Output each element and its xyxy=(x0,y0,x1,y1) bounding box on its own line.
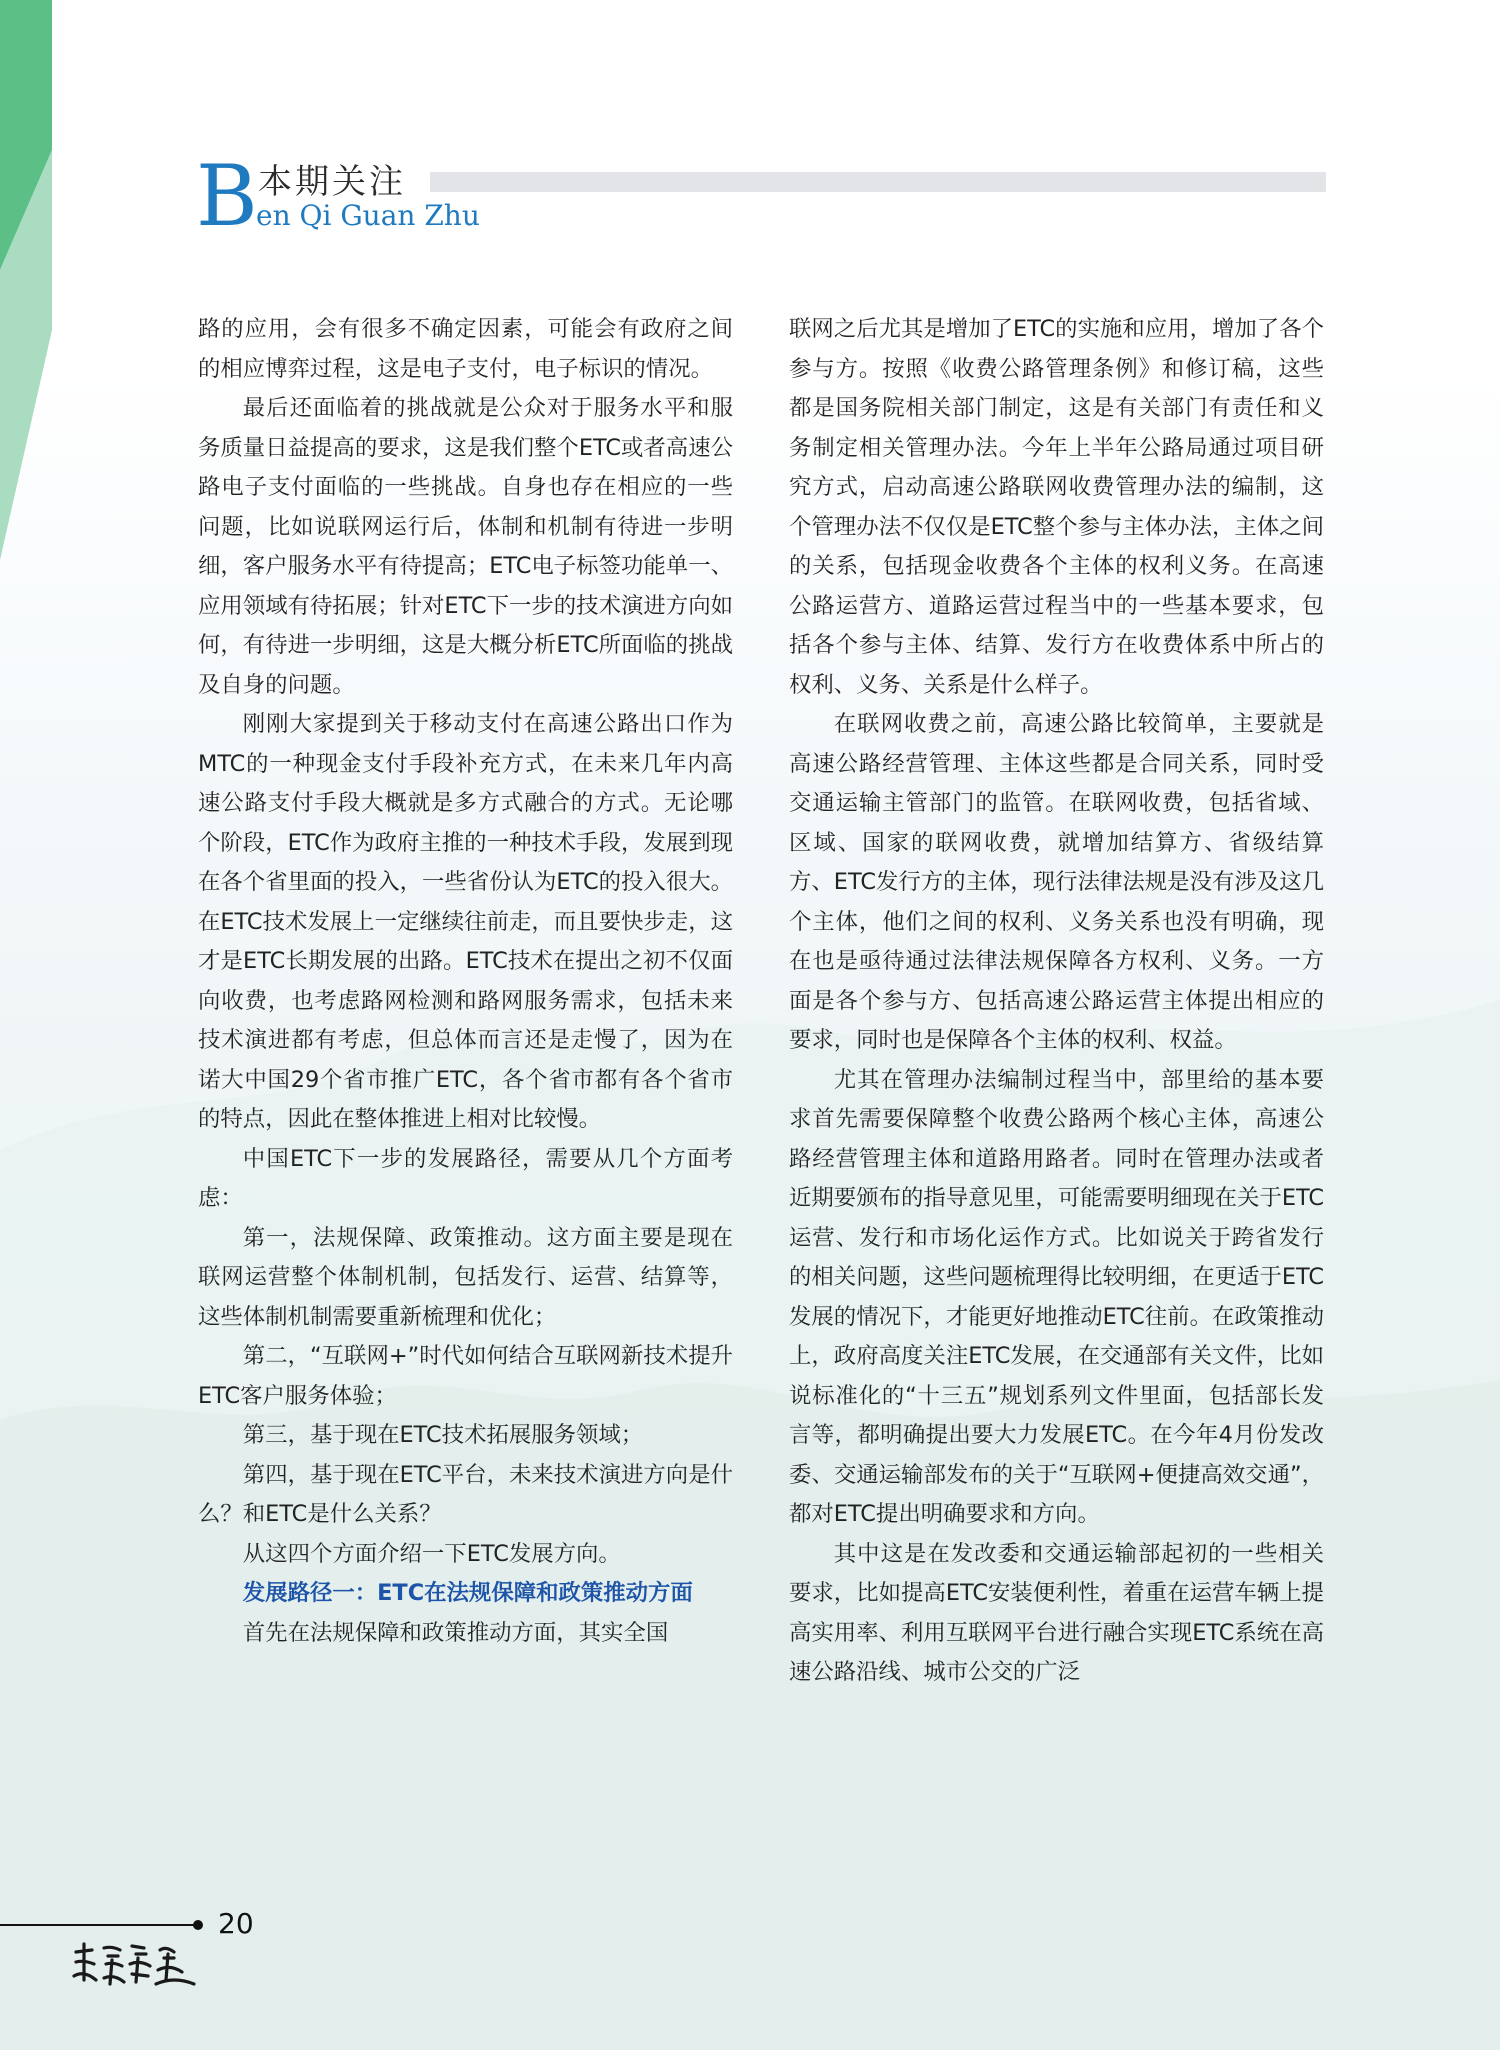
right-text-column xyxy=(789,310,1324,1693)
paragraph: 第二，“互联网+”时代如何结合互联网新技术提升ETC客户服务体验； xyxy=(198,1343,733,1409)
paragraph: 第三，基于现在ETC技术拓展服务领域； xyxy=(242,1422,644,1448)
paragraph: 在联网收费之前，高速公路比较简单，主要就是高速公路经营管理、主体这些都是合同关系，同时受交通运输主管部门的监管。在联网收费，包括省域、区域、国家的联网收费，就增加结算方、省级结算方、ETC发行方的主体，现行法律法规是没有涉及这几个主体，他们之间的权利、义务关系也没有明确，现在也是亟待通过法律法规保障各方权利、义务。一方面是各个参与方、包括高速公路运营主体提出相应的要求，同时也是保障各个主体的权利、权益。 xyxy=(789,711,1324,1053)
paragraph: 第四，基于现在ETC平台，未来技术演进方向是什么？和ETC是什么关系？ xyxy=(198,1461,733,1527)
header-initial-letter: B xyxy=(196,147,258,245)
paragraph: 联网之后尤其是增加了ETC的实施和应用，增加了各个参与方。按照《收费公路管理条例》和修订稿，这些都是国务院相关部门制定，这是有关部门有责任和义务制定相关管理办法。今年上半年公路局通过项目研究方式，启动高速公路联网收费管理办法的编制，这个管理办法不仅仅是ETC整个参与主体办法，主体之间的关系，包括现金收费各个主体的权利义务。在高速公路运营方、道路运营过程当中的一些基本要求，包括各个参与主体、结算、发行方在收费体系中所占的权利、义务、关系是什么样子。 xyxy=(789,316,1324,698)
decorative-green-band xyxy=(0,0,60,560)
header-title: 本期关注 xyxy=(258,162,406,202)
section-header xyxy=(196,147,1326,245)
paragraph: 其中这是在发改委和交通运输部起初的一些相关要求，比如提高ETC安装便利性，着重在运营车辆上提高实用率、利用互联网平台进行融合实现ETC系统在高速公路沿线、城市公交的广泛 xyxy=(789,1540,1324,1685)
paragraph: 第一，法规保障、政策推动。这方面主要是现在联网运营整个体制机制，包括发行、运营、结算等，这些体制机制需要重新梳理和优化； xyxy=(198,1224,733,1330)
paragraph: 刚刚大家提到关于移动支付在高速公路出口作为MTC的一种现金支付手段补充方式，在未来几年内高速公路支付手段大概就是多方式融合的方式。无论哪个阶段，ETC作为政府主推的一种技术手段，发展到现在各个省里面的投入，一些省份认为ETC的投入很大。在ETC技术发展上一定继续往前走，而且要快步走，这才是ETC长期发展的出路。ETC技术在提出之初不仅面向收费，也考虑路网检测和路网服务需求，包括未来技术演进都有考虑，但总体而言还是走慢了，因为在诺大中国29个省市推广ETC，各个省市都有各个省市的特点，因此在整体推进上相对比较慢。 xyxy=(198,711,733,1132)
paragraph: 从这四个方面介绍一下ETC发展方向。 xyxy=(242,1540,621,1567)
paragraph: 最后还面临着的挑战就是公众对于服务水平和服务质量日益提高的要求，这是我们整个ETC或者高速公路电子支付面临的一些挑战。自身也存在相应的一些问题，比如说联网运行后，体制和机制有待进一步明细，客户服务水平有待提高；ETC电子标签功能单一、应用领域有待拓展；针对ETC下一步的技术演进方向如何，有待进一步明细，这是大概分析ETC所面临的挑战及自身的问题。 xyxy=(198,395,733,698)
paragraph: 中国ETC下一步的发展路径，需要从几个方面考虑： xyxy=(198,1145,733,1211)
calligraphy-logo-icon xyxy=(70,1940,200,1990)
page-number: 20 xyxy=(218,1907,254,1940)
section-subheading: 发展路径一：ETC在法规保障和政策推动方面 xyxy=(242,1580,693,1606)
paragraph: 尤其在管理办法编制过程当中，部里给的基本要求首先需要保障整个收费公路两个核心主体，高速公路经营管理主体和道路用路者。同时在管理办法或者近期要颁布的指导意见里，可能需要明细现在关于ETC运营、发行和市场化运作方式。比如说关于跨省发行的相关问题，这些问题梳理得比较明细，在更适于ETC发展的情况下，才能更好地推动ETC往前。在政策推动上，政府高度关注ETC发展，在交通部有关文件，比如说标准化的“十三五”规划系列文件里面，包括部长发言等，都明确提出要大力发展ETC。在今年4月份发改委、交通运输部发布的关于“互联网+便捷高效交通”，都对ETC提出明确要求和方向。 xyxy=(789,1066,1324,1527)
header-divider-bar xyxy=(430,172,1326,192)
paragraph: 路的应用，会有很多不确定因素，可能会有政府之间的相应博弈过程，这是电子支付，电子标识的情况。 xyxy=(198,316,733,382)
left-text-column xyxy=(198,310,733,1653)
header-pinyin: en Qi Guan Zhu xyxy=(256,199,480,232)
footer-dot-icon xyxy=(193,1920,203,1930)
paragraph: 首先在法规保障和政策推动方面，其实全国 xyxy=(242,1619,669,1646)
footer-rule xyxy=(0,1924,196,1926)
